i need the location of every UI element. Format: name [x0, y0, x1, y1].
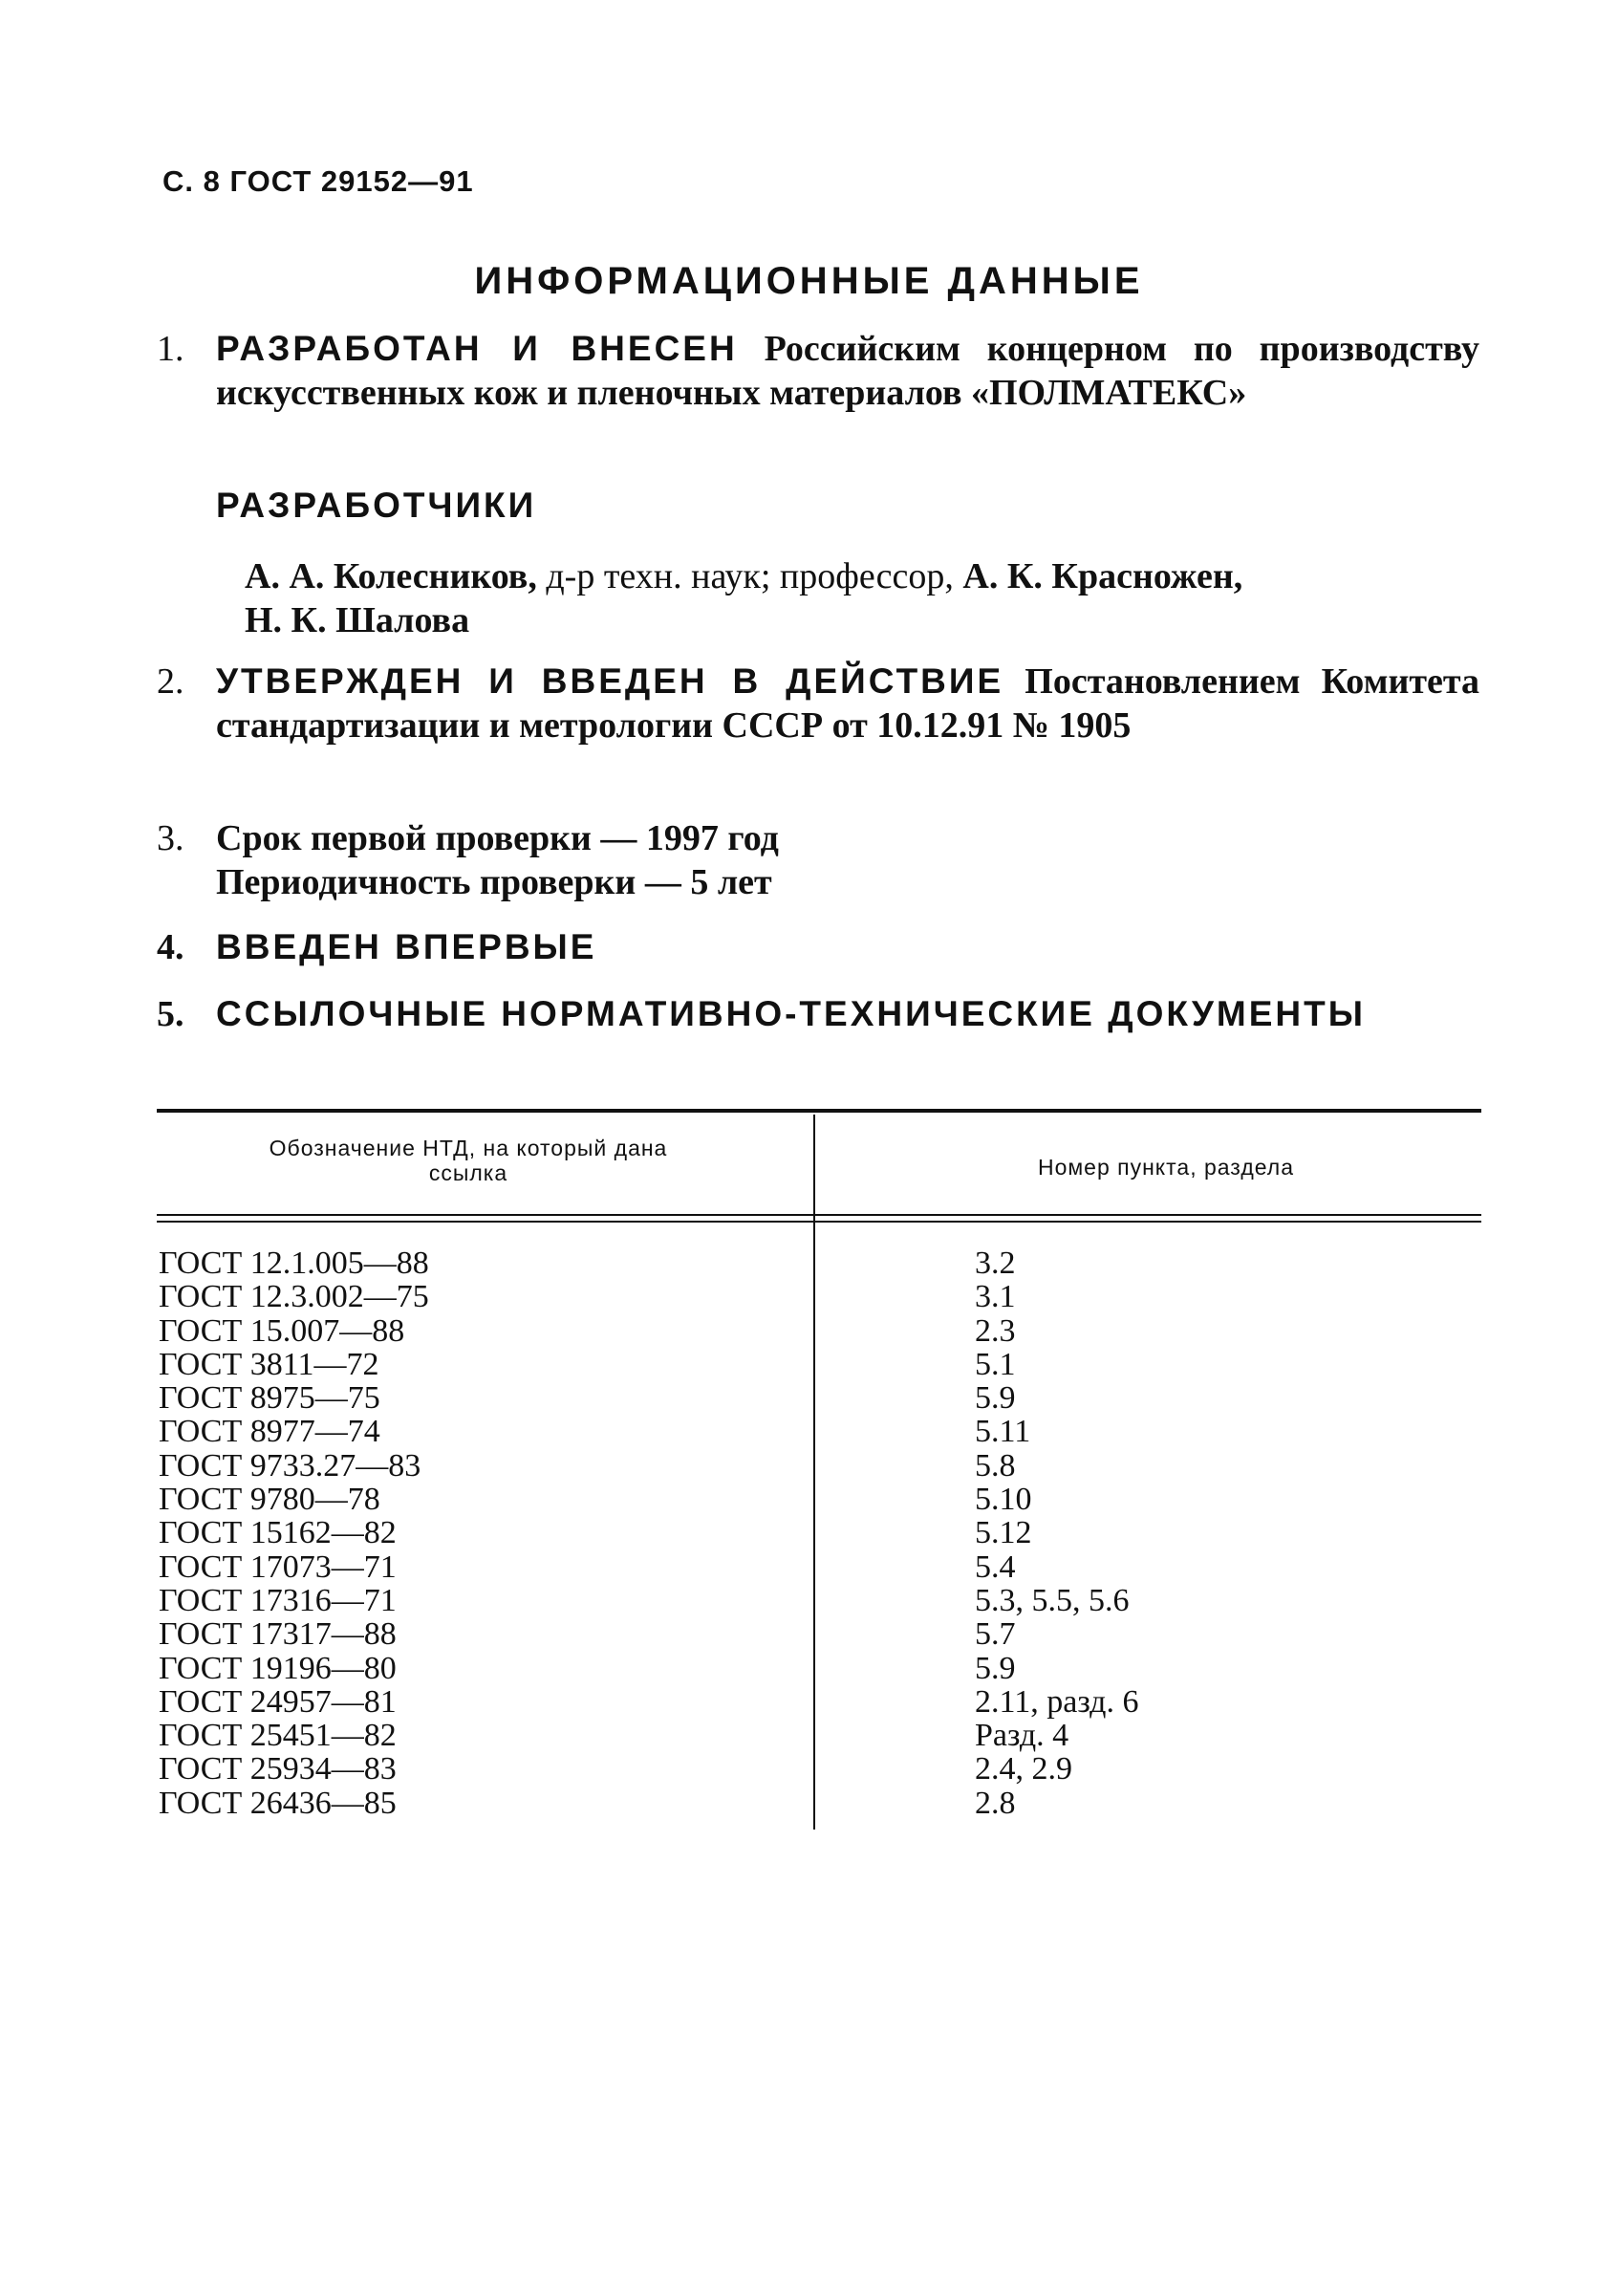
table-row-section: 5.7 — [975, 1616, 1016, 1653]
table-row-section: 3.1 — [975, 1279, 1016, 1315]
table-row-document: ГОСТ 15162—82 — [159, 1515, 397, 1551]
item-3-line-1: Срок первой проверки — 1997 год — [216, 818, 779, 858]
item-4 — [157, 925, 1479, 969]
page-header: С. 8 ГОСТ 29152—91 — [162, 164, 474, 198]
item-3-body — [216, 816, 1479, 904]
item-3 — [157, 816, 1479, 904]
document-title: ИНФОРМАЦИОННЫЕ ДАННЫЕ — [474, 260, 1144, 302]
item-2-body — [216, 660, 1479, 747]
item-5-body — [216, 992, 1479, 1036]
item-3-number: 3. — [157, 818, 184, 858]
table-top-rule — [157, 1109, 1481, 1113]
table-row-section: 5.3, 5.5, 5.6 — [975, 1582, 1130, 1618]
table-row-document: ГОСТ 25934—83 — [159, 1751, 397, 1787]
item-2-lead: УТВЕРЖДЕН И ВВЕДЕН В ДЕЙСТВИЕ — [216, 661, 1004, 701]
table-row-document: ГОСТ 8975—75 — [159, 1380, 380, 1417]
table-row-document: ГОСТ 17317—88 — [159, 1616, 397, 1653]
table-row-section: 2.3 — [975, 1312, 1016, 1349]
item-5-number: 5. — [157, 994, 184, 1034]
table-row-document: ГОСТ 8977—74 — [159, 1414, 380, 1450]
author-credentials: д-р техн. наук; профессор, — [536, 556, 963, 596]
developers-heading: РАЗРАБОТЧИКИ — [216, 486, 537, 525]
item-1 — [157, 327, 1479, 415]
item-2-number: 2. — [157, 661, 184, 702]
item-2-text: Постановлением Комитета стандартизации и метрологии СССР от 10.12.91 № 1905 — [216, 661, 1480, 746]
table-column-divider — [813, 1115, 815, 1830]
item-4-body — [216, 925, 1479, 969]
table-row-document: ГОСТ 12.3.002—75 — [159, 1279, 429, 1315]
table-row-document: ГОСТ 17316—71 — [159, 1582, 397, 1618]
table-row-section: 2.11, разд. 6 — [975, 1683, 1139, 1720]
table-row-section: 5.1 — [975, 1346, 1016, 1382]
table-row-document: ГОСТ 25451—82 — [159, 1718, 397, 1754]
table-row-section: 5.9 — [975, 1380, 1016, 1417]
item-5 — [157, 992, 1479, 1036]
table-row-section: 5.9 — [975, 1650, 1016, 1686]
item-2 — [157, 660, 1479, 747]
table-row-section: 2.8 — [975, 1785, 1016, 1821]
item-1-body — [216, 327, 1479, 415]
table-row-section: 5.10 — [975, 1482, 1032, 1518]
table-row-document: ГОСТ 9780—78 — [159, 1482, 380, 1518]
table-row-document: ГОСТ 26436—85 — [159, 1785, 397, 1821]
table-header-document: Обозначение НТД, на который дана ссылка — [269, 1136, 668, 1185]
item-1-lead: РАЗРАБОТАН И ВНЕСЕН — [216, 329, 738, 368]
table-header-rule-1 — [157, 1214, 1481, 1216]
table-row-document: ГОСТ 12.1.005—88 — [159, 1245, 429, 1281]
table-row-section: 3.2 — [975, 1245, 1016, 1281]
item-1-number: 1. — [157, 329, 184, 369]
table-row-document: ГОСТ 17073—71 — [159, 1549, 397, 1585]
author-krasnozhen: А. К. Красножен, — [962, 556, 1243, 596]
table-row-section: 5.12 — [975, 1515, 1032, 1551]
table-column-documents — [159, 1246, 429, 1820]
table-row-document: ГОСТ 19196—80 — [159, 1650, 397, 1686]
table-row-document: ГОСТ 9733.27—83 — [159, 1447, 421, 1484]
author-shalova: Н. К. Шалова — [245, 600, 470, 640]
table-row-document: ГОСТ 3811—72 — [159, 1346, 379, 1382]
table-header-section: Номер пункта, раздела — [1037, 1155, 1295, 1180]
author-kolesnikov: А. А. Колесников, — [245, 556, 537, 596]
table-column-sections — [975, 1246, 1138, 1820]
table-row-section: 5.11 — [975, 1414, 1031, 1450]
item-4-number: 4. — [157, 927, 184, 967]
item-1-text: Российским концерном по производству искусственных кож и пленочных материалов «ПОЛМАТЕКС» — [216, 329, 1479, 413]
item-3-line-2: Периодичность проверки — 5 лет — [216, 862, 772, 902]
authors-block — [245, 554, 1479, 642]
table-row-section: Разд. 4 — [975, 1718, 1069, 1754]
item-5-text: ССЫЛОЧНЫЕ НОРМАТИВНО-ТЕХНИЧЕСКИЕ ДОКУМЕНТЫ — [216, 994, 1366, 1033]
item-4-text: ВВЕДЕН ВПЕРВЫЕ — [216, 927, 597, 966]
table-row-document: ГОСТ 15.007—88 — [159, 1312, 405, 1349]
table-header-rule-2 — [157, 1221, 1481, 1223]
table-row-section: 5.8 — [975, 1447, 1016, 1484]
table-row-section: 5.4 — [975, 1549, 1016, 1585]
table-row-section: 2.4, 2.9 — [975, 1751, 1072, 1787]
table-row-document: ГОСТ 24957—81 — [159, 1683, 397, 1720]
